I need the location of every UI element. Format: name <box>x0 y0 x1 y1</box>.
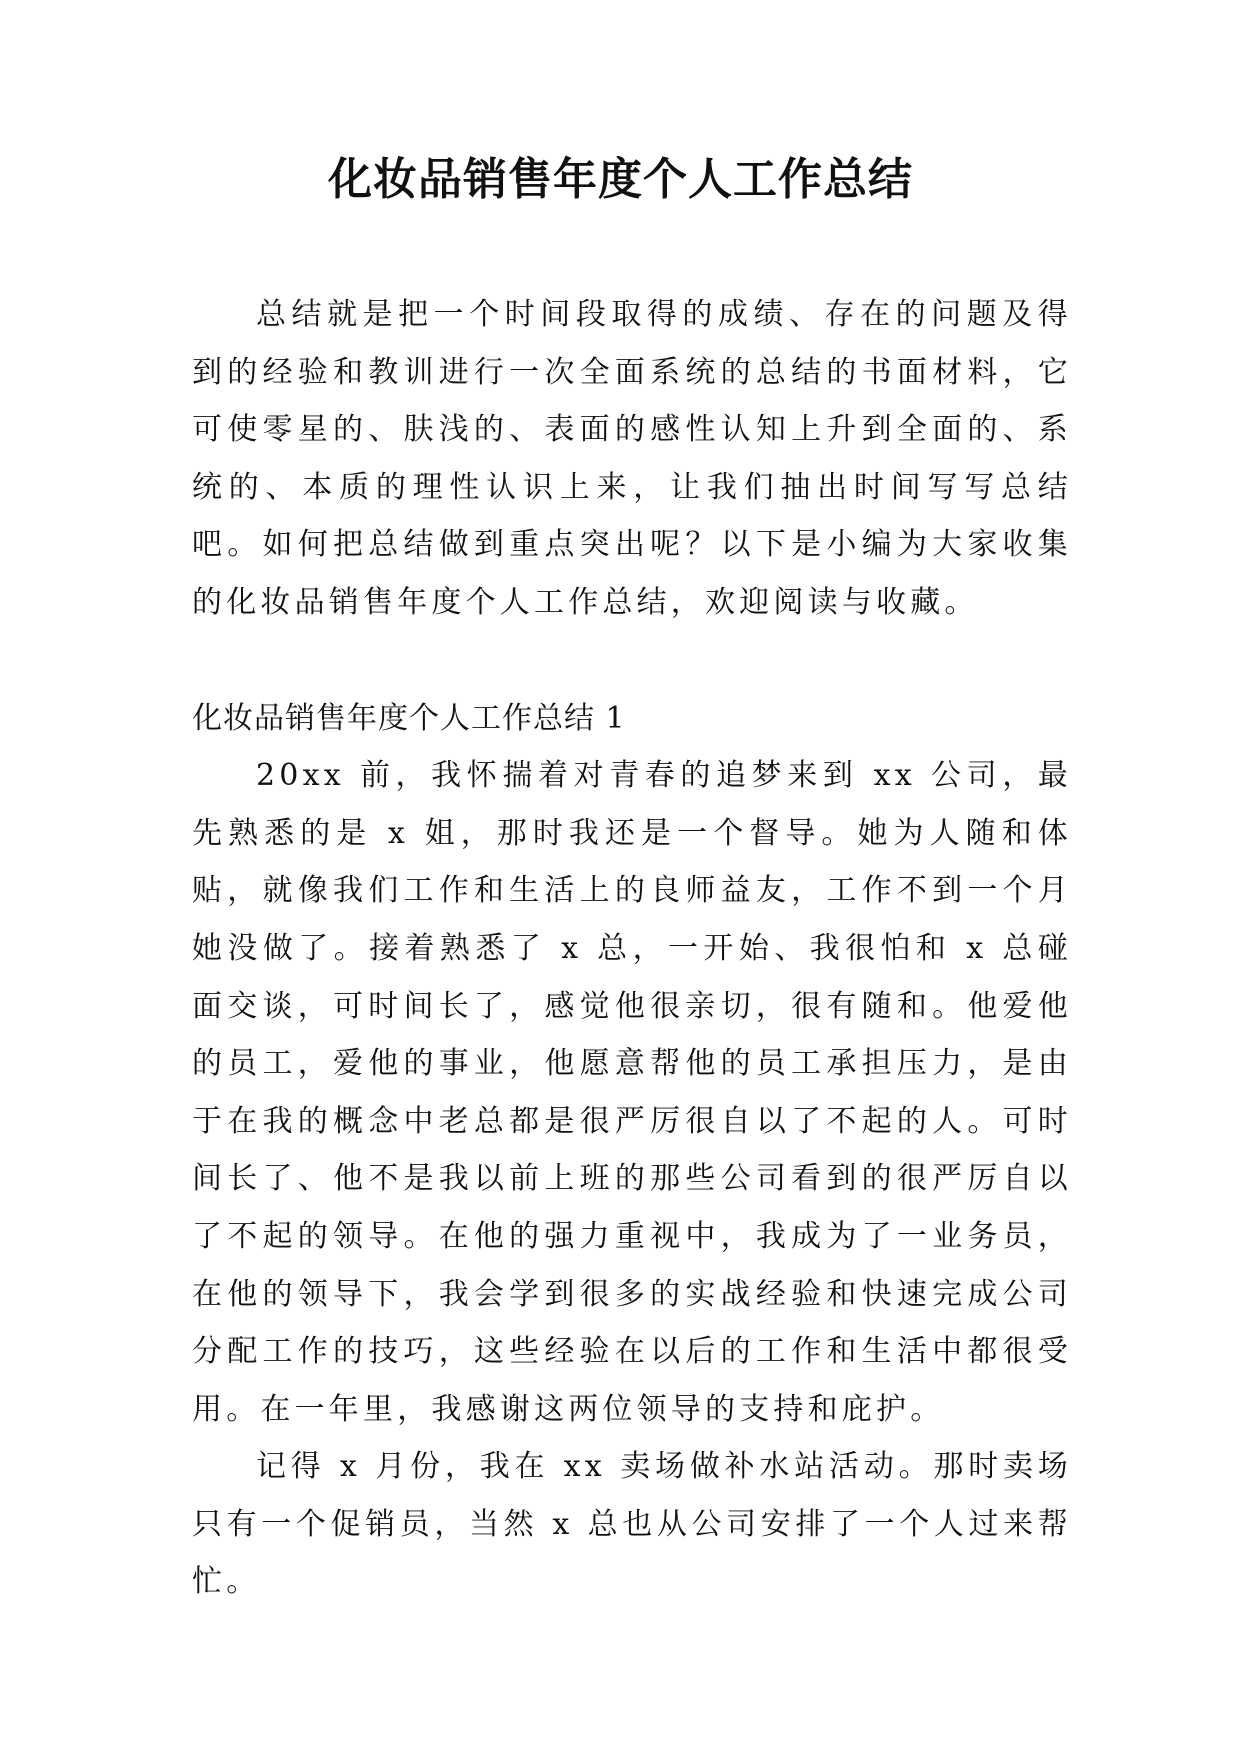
document-title: 化妆品销售年度个人工作总结 <box>328 154 913 205</box>
document-body <box>192 286 1072 1611</box>
body-paragraph-2: 记得 x 月份，我在 xx 卖场做补水站活动。那时卖场只有一个促销员，当然 x 总也从公司安排了一个人过来帮忙。 <box>192 1449 1072 1600</box>
body-paragraph-1: 20xx 前，我怀揣着对青春的追梦来到 xx 公司，最先熟悉的是 x 姐，那时我还是一个督导。她为人随和体贴，就像我们工作和生活上的良师益友，工作不到一个月她没做了。接着熟悉了 x 总，一开始、我很怕和 x 总碰面交谈，可时间长了，感觉他很亲切，很有随和。他爱他的员工，爱他的事业，他愿意帮他的员工承担压力，是由于在我的概念中老总都是很严厉很自以了不起的人。可时间长了、他不是我以前上班的那些公司看到的很严厉自以了不起的领导。在他的强力重视中，我成为了一业务员，在他的领导下，我会学到很多的实战经验和快速完成公司分配工作的技巧，这些经验在以后的工作和生活中都很受用。在一年里，我感谢这两位领导的支持和庇护。 <box>192 758 1072 1427</box>
section-heading: 化妆品销售年度个人工作总结 1 <box>192 700 626 736</box>
intro-paragraph: 总结就是把一个时间段取得的成绩、存在的问题及得到的经验和教训进行一次全面系统的总结的书面材料，它可使零星的、肤浅的、表面的感性认知上升到全面的、系统的、本质的理性认识上来，让我们抽出时间写写总结吧。如何把总结做到重点突出呢？以下是小编为大家收集的化妆品销售年度个人工作总结，欢迎阅读与收藏。 <box>192 297 1072 620</box>
